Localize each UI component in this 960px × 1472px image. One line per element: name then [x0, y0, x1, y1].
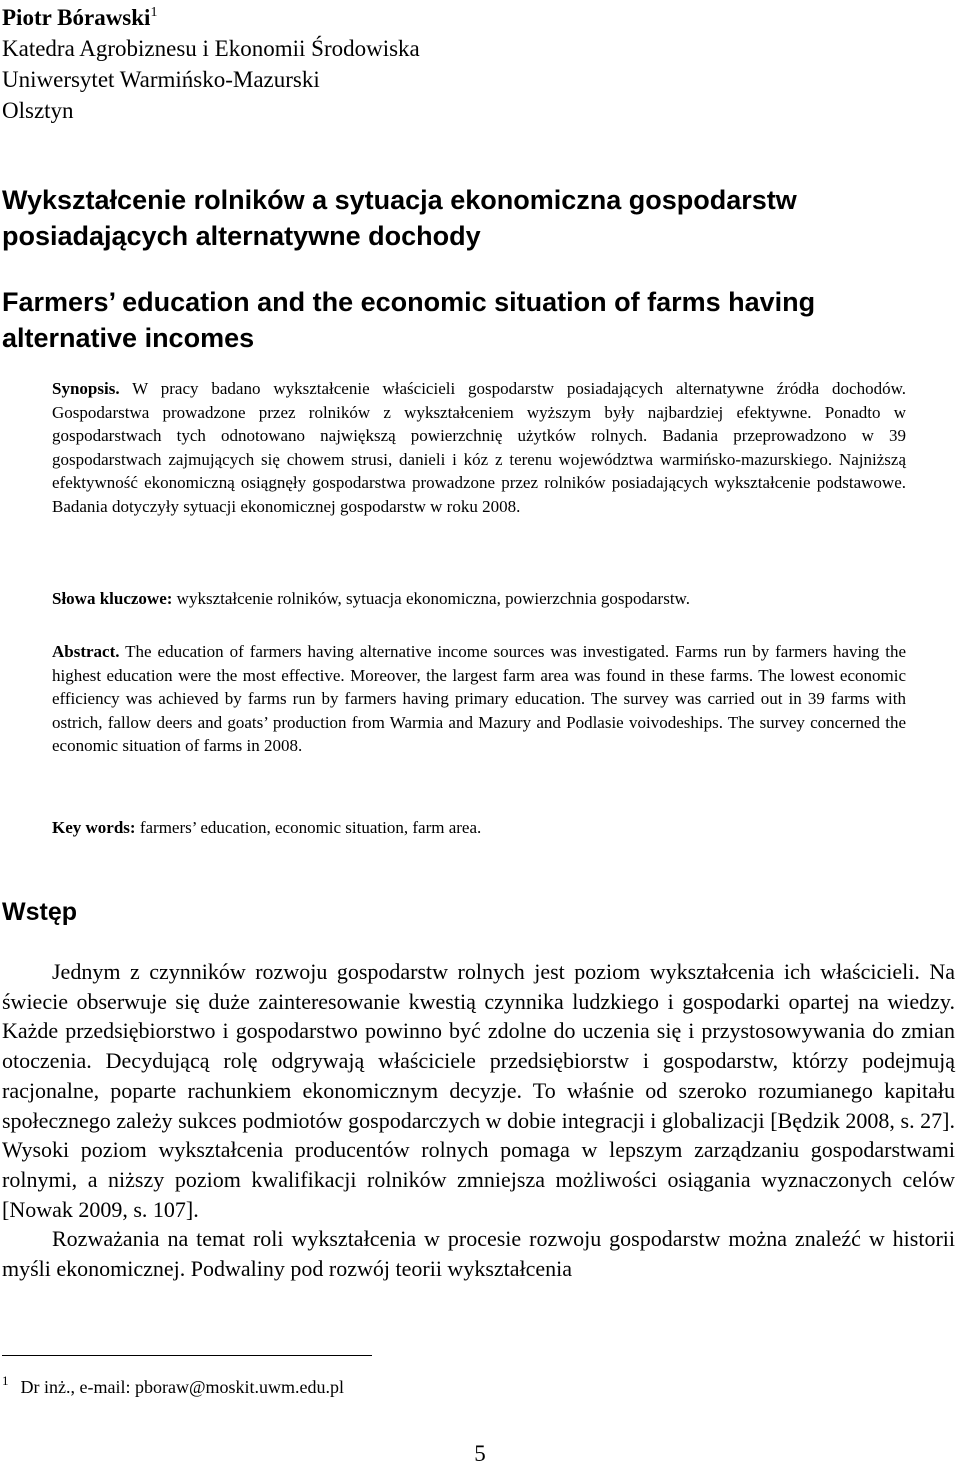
keywords-english: [52, 816, 906, 840]
body-paragraph: Jednym z czynników rozwoju gospodarstw rolnych jest poziom wykształcenia ich właścicieli. Na świecie obserwuje się duże zainteresowanie kwestią czynnika ludzkiego i gospodarki opartej na wiedzy. Każde przedsiębiorstwo i gospodarstwo powinno być zdolne do uczenia się i przystosowywania do zmian otoczenia. Decydującą rolę odgrywają właściciele przedsiębiorstw i gospodarstw, którzy podejmują racjonalne, poparte rachunkiem ekonomicznym decyzje. To właśnie od szeroko rozumianego kapitału społecznego zależy sukces podmiotów gospodarczych w dobie integracji i globalizacji [Będzik 2008, s. 27]. Wysoki poziom wykształcenia producentów rolnych pomaga w lepszym zarządzaniu gospodarstwami rolnymi, a niższy poziom kwalifikacji rolników zmniejsza możliwości osiągania wyznaczonych celów [Nowak 2009, s. 107].: [2, 959, 955, 1222]
keywords-polish-text: wykształcenie rolników, sytuacja ekonomiczna, powierzchnia gospodarstw.: [172, 589, 690, 608]
author-block: [2, 2, 942, 126]
keywords-polish-label: Słowa kluczowe:: [52, 589, 173, 608]
body-paragraph: Rozważania na temat roli wykształcenia w procesie rozwoju gospodarstw można znaleźć w historii myśli ekonomicznej. Podwaliny pod rozwój teorii wykształcenia: [2, 1226, 955, 1282]
footnote-text: Dr inż., e-mail: pboraw@moskit.uwm.edu.pl: [20, 1377, 345, 1397]
abstract-english-paragraph: [52, 640, 906, 758]
affiliation-city: Olsztyn: [2, 98, 74, 123]
keywords-english-label: Key words:: [52, 818, 136, 837]
footnote: [2, 1374, 902, 1400]
affiliation-university: Uniwersytet Warmińsko-Mazurski: [2, 67, 320, 92]
section-heading: Wstęp: [2, 898, 77, 926]
footnote-divider: [2, 1355, 372, 1356]
abstract-label: Abstract.: [52, 642, 120, 661]
author-footnote-marker[interactable]: 1: [150, 5, 158, 20]
title-english: Farmers’ education and the economic situation of farms having alternative incomes: [2, 287, 816, 353]
title-polish: Wykształcenie rolników a sytuacja ekonomiczna gospodarstw posiadających alternatywne dochody: [2, 185, 797, 251]
footnote-marker: 1: [2, 1373, 9, 1388]
keywords-english-text: farmers’ education, economic situation, farm area.: [135, 818, 482, 837]
section-body: [2, 957, 955, 1284]
author-name-text: Piotr Bórawski: [2, 5, 151, 30]
keywords-polish: [52, 587, 906, 611]
author-name: [2, 5, 157, 30]
synopsis-label: Synopsis.: [52, 379, 120, 398]
abstract-text: The education of farmers having alternative income sources was investigated. Farms run by farmers having the highest education were the most effective. Moreover, the largest farm area was found in these farms. The lowest economic efficiency was achieved by farms run by farmers having primary education. The survey was carried out in 39 farms with ostrich, fallow deers and goats’ production from Warmia and Mazury and Podlasie voivodeships. The survey concerned the economic situation of farms in 2008.: [52, 642, 906, 756]
page-number: 5: [474, 1441, 486, 1466]
synopsis-text: W pracy badano wykształcenie właścicieli gospodarstw posiadających alternatywne źródła dochodów. Gospodarstwa prowadzone przez rolników z wykształceniem wyższym były najbardziej efektywne. Ponadto w gospodarstwach tych odnotowano największą powierzchnię użytków rolnych. Badania przeprowadzono w 39 gospodarstwach zajmujących się chowem strusi, danieli i kóz z terenu województwa warmińsko-mazurskiego. Najniższą efektywność ekonomiczną osiągnęły gospodarstwa prowadzone przez rolników posiadających wykształcenie podstawowe. Badania dotyczyły sytuacji ekonomicznej gospodarstw w roku 2008.: [52, 379, 906, 516]
affiliation-department: Katedra Agrobiznesu i Ekonomii Środowiska: [2, 36, 420, 61]
synopsis-paragraph: [52, 377, 906, 519]
